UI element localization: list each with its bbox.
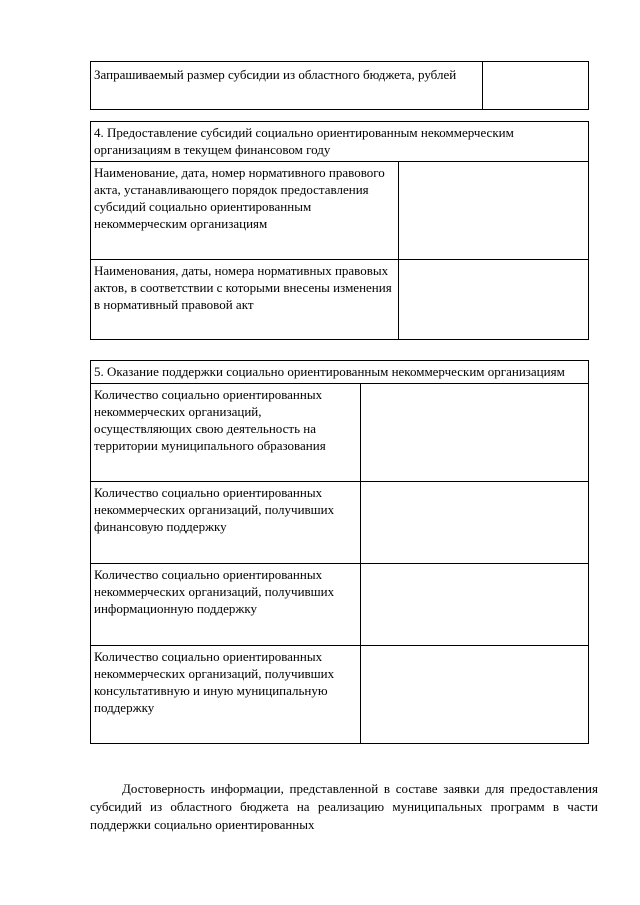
section5-row-label: Количество социально ориентированных некоммерческих организаций, получивших информационную поддержку: [91, 564, 361, 646]
section5-row-label: Количество социально ориентированных некоммерческих организаций, получивших финансовую поддержку: [91, 482, 361, 564]
section5-row-label: Количество социально ориентированных некоммерческих организаций, получивших консультативную и иную муниципальную поддержку: [91, 646, 361, 744]
section4-header-row: [91, 122, 589, 162]
section5-table: [90, 360, 589, 744]
section5-header-row: [91, 361, 589, 384]
section4-table: [90, 121, 589, 340]
footer-paragraph: Достоверность информации, представленной в составе заявки для предоставления субсидий из областного бюджета на реализацию муниципальных программ в части поддержки социально ориентированных: [90, 781, 598, 832]
table-row: [91, 384, 589, 482]
section4-row-label: Наименования, даты, номера нормативных правовых актов, в соответствии с которыми внесены изменения в нормативный правовой акт: [91, 260, 399, 340]
subsidy-amount-label: Запрашиваемый размер субсидии из областного бюджета, рублей: [91, 62, 483, 110]
table-row: [91, 482, 589, 564]
table-row: [91, 564, 589, 646]
section5-row-value[interactable]: [361, 564, 589, 646]
section4-row-value[interactable]: [399, 162, 589, 260]
section5-row-value[interactable]: [361, 646, 589, 744]
table-row: [91, 162, 589, 260]
section4-row-value[interactable]: [399, 260, 589, 340]
section5-row-value[interactable]: [361, 482, 589, 564]
section4-title: 4. Предоставление субсидий социально ориентированным некоммерческим организациям в текущем финансовом году: [91, 122, 589, 162]
section5-row-label: Количество социально ориентированных некоммерческих организаций, осуществляющих свою деятельность на территории муниципального образования: [91, 384, 361, 482]
footer-paragraph-block: [90, 780, 598, 834]
table-row: [91, 260, 589, 340]
section5-title: 5. Оказание поддержки социально ориентированным некоммерческим организациям: [91, 361, 589, 384]
subsidy-amount-value[interactable]: [483, 62, 589, 110]
section4-row-label: Наименование, дата, номер нормативного правового акта, устанавливающего порядок предоставления субсидий социально ориентированным некоммерческим организациям: [91, 162, 399, 260]
subsidy-amount-table: [90, 61, 589, 110]
section5-row-value[interactable]: [361, 384, 589, 482]
table-row: [91, 646, 589, 744]
subsidy-amount-row: [91, 62, 589, 110]
